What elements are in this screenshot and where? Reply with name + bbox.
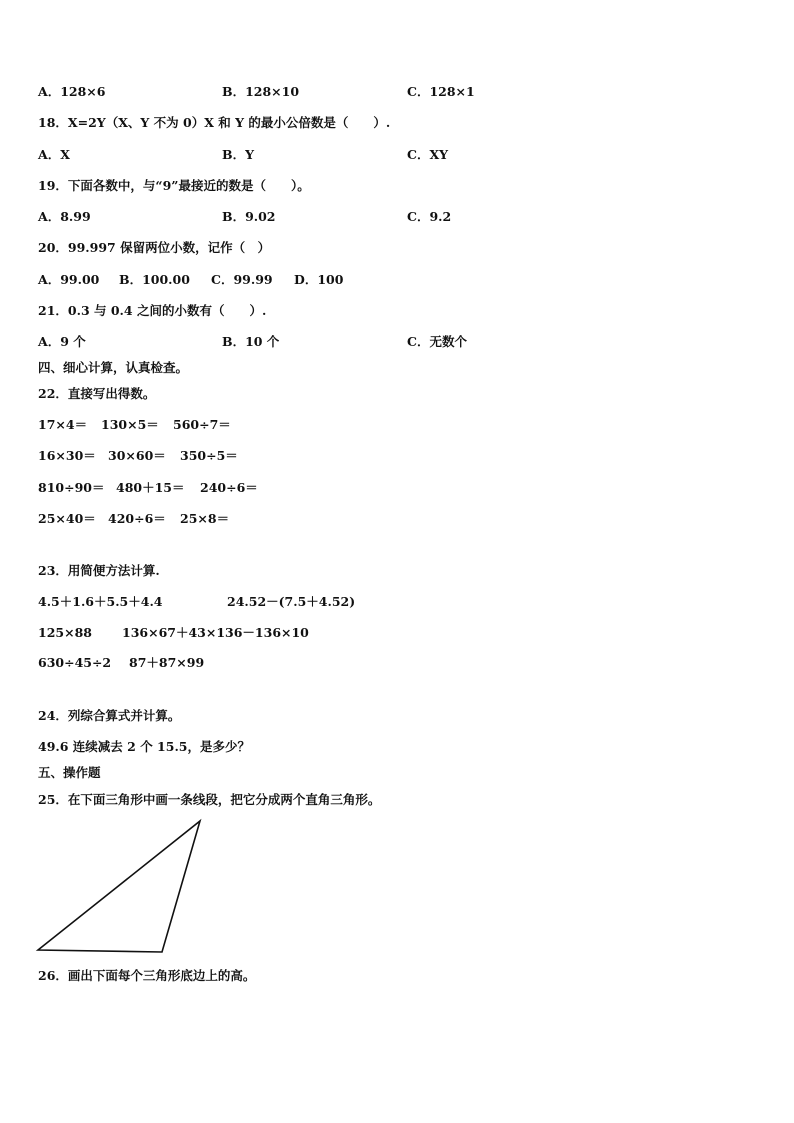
q23-expr: 630÷45÷2 — [38, 655, 112, 670]
q18-option-a: A．X — [38, 147, 70, 162]
q23-expr: 87＋87×99 — [129, 655, 205, 670]
q23-expr: 24.52－(7.5＋4.52) — [227, 594, 356, 609]
q22-expr: 17×4＝ — [38, 417, 88, 432]
q22-expr: 30×60＝ — [108, 448, 166, 463]
q23-expr: 136×67＋43×136－136×10 — [122, 625, 309, 640]
q21-option-a: A．9 个 — [38, 334, 86, 349]
q22-expr: 350÷5＝ — [180, 448, 238, 463]
q21-stem: 21．0.3 与 0.4 之间的小数有（ ）. — [38, 303, 267, 318]
q22-expr: 810÷90＝ — [38, 480, 105, 495]
q22-expr: 25×8＝ — [180, 511, 230, 526]
q22-expr: 480＋15＝ — [116, 480, 185, 495]
q20-option-c: C．99.99 — [211, 272, 273, 287]
q22-stem: 22．直接写出得数。 — [38, 386, 156, 401]
q22-expr: 16×30＝ — [38, 448, 96, 463]
triangle-shape — [38, 821, 200, 952]
q20-option-b: B．100.00 — [119, 272, 190, 287]
q22-expr: 130×5＝ — [101, 417, 159, 432]
q26-stem: 26．画出下面每个三角形底边上的高。 — [38, 968, 256, 983]
q20-stem: 20．99.997 保留两位小数，记作（ ） — [38, 240, 271, 255]
q18-option-c: C．XY — [407, 147, 449, 162]
q24-text: 49.6 连续减去 2 个 15.5，是多少？ — [38, 739, 250, 754]
q25-stem: 25．在下面三角形中画一条线段，把它分成两个直角三角形。 — [38, 792, 381, 807]
q21-option-b: B．10 个 — [222, 334, 280, 349]
q19-option-c: C．9.2 — [407, 209, 452, 224]
q18-option-b: B．Y — [222, 147, 254, 162]
q21-option-c: C．无数个 — [407, 334, 467, 349]
q23-stem: 23．用简便方法计算. — [38, 563, 160, 578]
q17-option-c: C．128×1 — [407, 84, 475, 99]
q20-option-a: A．99.00 — [38, 272, 100, 287]
q17-option-a: A．128×6 — [38, 84, 106, 99]
q23-expr: 4.5＋1.6＋5.5＋4.4 — [38, 594, 163, 609]
q22-expr: 420÷6＝ — [108, 511, 166, 526]
q20-option-d: D．100 — [294, 272, 344, 287]
section-4-heading: 四、细心计算，认真检查。 — [38, 360, 189, 375]
q22-expr: 560÷7＝ — [173, 417, 231, 432]
q24-stem: 24．列综合算式并计算。 — [38, 708, 181, 723]
q22-expr: 25×40＝ — [38, 511, 96, 526]
q19-option-a: A．8.99 — [38, 209, 91, 224]
q17-option-b: B．128×10 — [222, 84, 300, 99]
q19-stem: 19．下面各数中，与“9”最接近的数是（ ）。 — [38, 178, 310, 193]
q22-expr: 240÷6＝ — [200, 480, 258, 495]
q19-option-b: B．9.02 — [222, 209, 276, 224]
section-5-heading: 五、操作题 — [38, 765, 101, 780]
q23-expr: 125×88 — [38, 625, 92, 640]
q18-stem: 18．X=2Y（X、Y 不为 0）X 和 Y 的最小公倍数是（ ）. — [38, 115, 391, 130]
